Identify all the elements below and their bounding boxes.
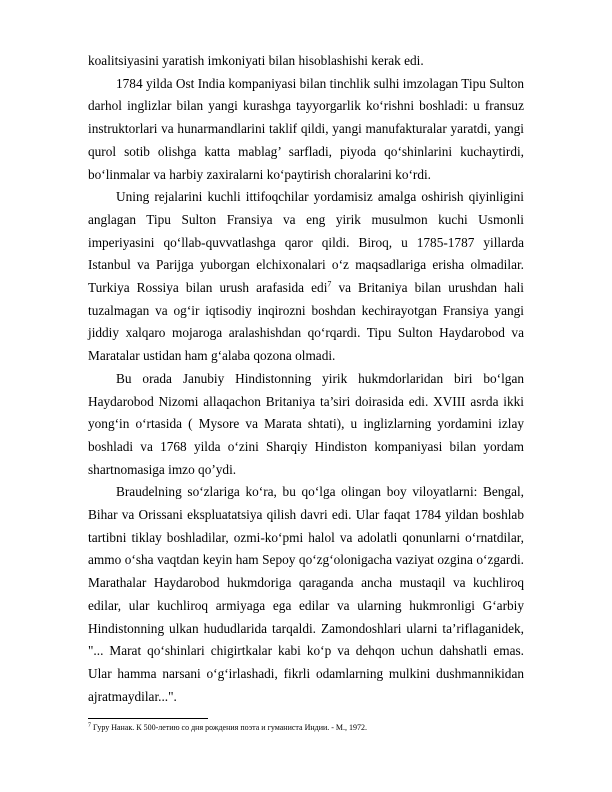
paragraph-3-part-1: Uning rejalarini kuchli ittifoqchilar yordamisiz amalga oshirish qiyinligini anglagan Tipu Sulton Fransiya va eng yirik musulmon kuchi Usmonli imperiyasini qo‘llab-quvvatlashga qaror qildi. Biroq, u 1785-1787 yillarda Istanbul va Parijga yuborgan elchixonalari o‘z maqsadlariga erisha olmadilar. Turkiya Rossiya bilan urush arafasida edi	[88, 189, 524, 296]
paragraph-5: Braudelning so‘zlariga ko‘ra, bu qo‘lga olingan boy viloyatlarni: Bengal, Bihar va Orissani ekspluatatsiya qilish davri edi. Ular faqat 1784 yildan boshlab tartibni tiklay boshladilar, ozmi-ko‘pmi halol va adolatli qonunlarni o‘rnatdilar, ammo o‘sha vaqtdan keyin ham Sepoy qo‘zg‘olonigacha vaziyat ozgina o‘zgardi. Marathalar Haydarobod hukmdoriga qaraganda ancha mustaqil va kuchliroq edilar, ular kuchliroq armiyaga ega edilar va ularning hukmronligi G‘arbiy Hindistonning ulkan hududlarida tarqaldi. Zamondoshlari ularni ta’riflaganidek, "... Marat qo‘shinlari chigirtkalar kabi ko‘p va dehqon uchun dahshatli emas. Ular hamma narsani o‘g‘irlashadi, fikrli odamlarning mulkini dushmannikidan ajratmaydilar...".	[88, 484, 524, 704]
document-page	[88, 50, 524, 733]
paragraph-3-part-2: va Britaniya bilan urushdan hali tuzalmagan va og‘ir iqtisodiy inqirozni boshdan kechirayotgan Fransiya yangi jiddiy xalqaro mojaroga aralashishdan qo‘rqardi. Tipu Sulton Haydarobod va Maratalar ustidan ham g‘alaba qozona olmadi.	[88, 280, 524, 364]
paragraph-2: 1784 yilda Ost India kompaniyasi bilan tinchlik sulhi imzolagan Tipu Sulton darhol inglizlar bilan yangi kurashga tayyorgarlik ko‘rishni boshladi: u fransuz instruktorlari va hunarmandlarini taklif qildi, yangi manufakturalar yaratdi, yangi qurol sotib olishga katta mablag’ sarfladi, piyoda qo‘shinlarini kuchaytirdi, bo‘linmalar va harbiy zaxiralarni ko‘paytirish choralarini ko‘rdi.	[88, 75, 524, 182]
footnote-number: 7	[88, 722, 91, 729]
footnote-divider	[88, 718, 208, 719]
paragraph-1: koalitsiyasini yaratish imkoniyati bilan hisoblashishi kerak edi.	[88, 53, 424, 68]
footnote	[88, 722, 524, 733]
footnote-reference[interactable]: 7	[327, 279, 332, 289]
footnote-text: Гуру Нанак. К 500-летию со дня рождения поэта и гуманиста Индии. - М., 1972.	[91, 723, 368, 733]
paragraph-4: Bu orada Janubiy Hindistonning yirik hukmdorlaridan biri bo‘lgan Haydarobod Nizomi allaqachon Britaniya ta’siri doirasida edi. XVIII asrda ikki yong‘in o‘rtasida ( Mysore va Marata shtati), u inglizlarning yordamini izlay boshladi va 1768 yilda o‘zini Sharqiy Hindiston kompaniyasi bilan yordam shartnomasiga imzo qo’ydi.	[88, 370, 524, 477]
paragraph-3	[88, 186, 524, 368]
